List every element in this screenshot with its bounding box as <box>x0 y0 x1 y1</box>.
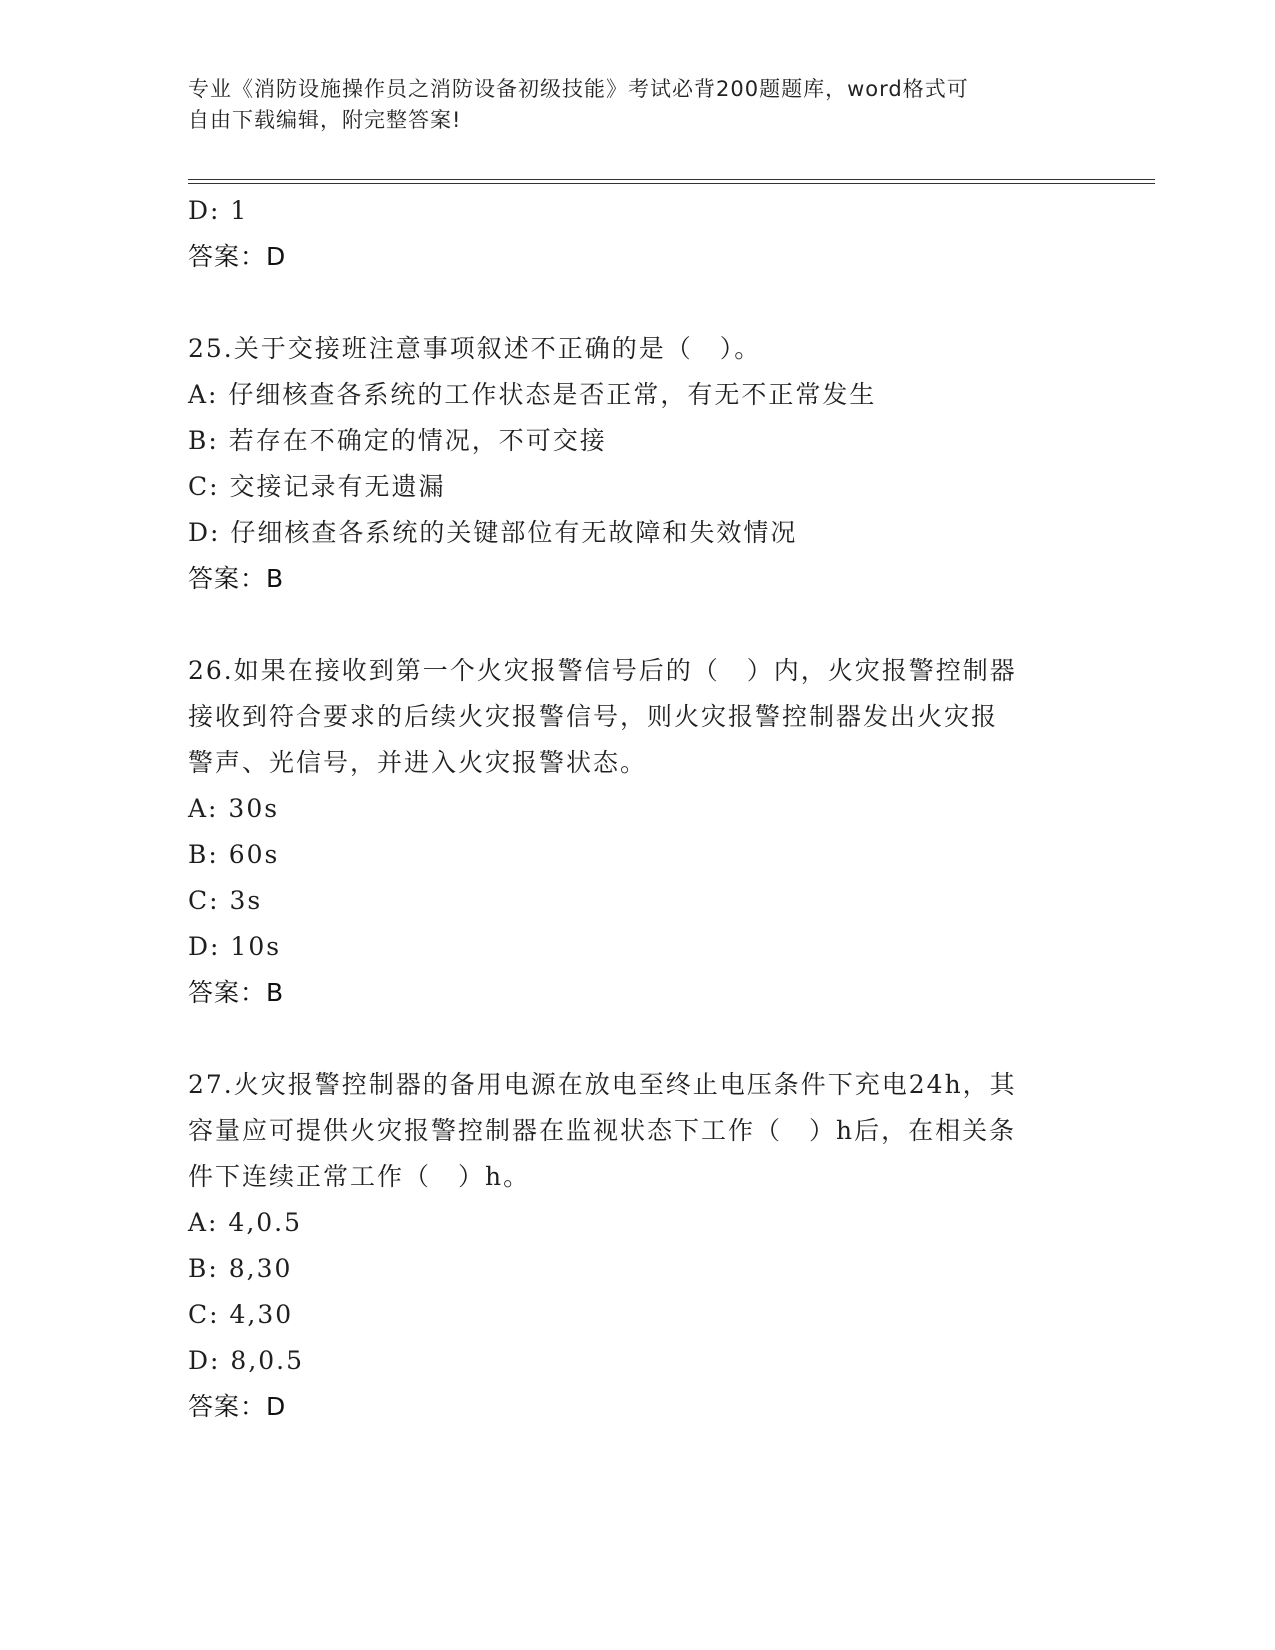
answer-previous: 答案：D <box>188 242 287 271</box>
answer: 答案：B <box>188 978 285 1007</box>
option-d: D: 8,0.5 <box>188 1346 305 1375</box>
option-d-previous: D: 1 <box>188 196 249 225</box>
header-divider-bottom <box>188 183 1155 184</box>
header-divider-top <box>188 179 1155 180</box>
answer: 答案：D <box>188 1392 287 1421</box>
option-b: B: 若存在不确定的情况，不可交接 <box>188 426 607 455</box>
question-list <box>188 188 1088 1430</box>
option-a: A: 仔细核查各系统的工作状态是否正常，有无不正常发生 <box>188 380 877 409</box>
question-stem-line: 件下连续正常工作（ ）h。 <box>188 1162 531 1191</box>
question-stem-line: 25.关于交接班注意事项叙述不正确的是（ ）。 <box>188 334 762 363</box>
spacer <box>188 1016 1088 1062</box>
answer: 答案：B <box>188 564 285 593</box>
option-d: D: 仔细核查各系统的关键部位有无故障和失效情况 <box>188 518 798 547</box>
question-25 <box>188 326 1088 602</box>
question-stem-line: 容量应可提供火灾报警控制器在监视状态下工作（ ）h后，在相关条 <box>188 1116 1017 1145</box>
option-c: C: 3s <box>188 886 263 915</box>
document-header <box>188 74 1068 136</box>
option-a: A: 30s <box>188 794 280 823</box>
option-c: C: 交接记录有无遗漏 <box>188 472 446 501</box>
question-stem-line: 警声、光信号，并进入火灾报警状态。 <box>188 748 648 777</box>
question-stem-line: 接收到符合要求的后续火灾报警信号，则火灾报警控制器发出火灾报 <box>188 702 999 731</box>
question-stem-line: 27.火灾报警控制器的备用电源在放电至终止电压条件下充电24h，其 <box>188 1070 1017 1099</box>
option-c: C: 4,30 <box>188 1300 294 1329</box>
question-27 <box>188 1062 1088 1430</box>
header-line-2: 自由下载编辑，附完整答案! <box>188 108 462 132</box>
option-b: B: 8,30 <box>188 1254 293 1283</box>
question-stem-line: 26.如果在接收到第一个火灾报警信号后的（ ）内，火灾报警控制器 <box>188 656 1017 685</box>
option-a: A: 4,0.5 <box>188 1208 303 1237</box>
spacer <box>188 280 1088 326</box>
option-b: B: 60s <box>188 840 280 869</box>
header-line-1: 专业《消防设施操作员之消防设备初级技能》考试必背200题题库，word格式可 <box>188 77 969 101</box>
question-26 <box>188 648 1088 1016</box>
option-d: D: 10s <box>188 932 282 961</box>
spacer <box>188 602 1088 648</box>
